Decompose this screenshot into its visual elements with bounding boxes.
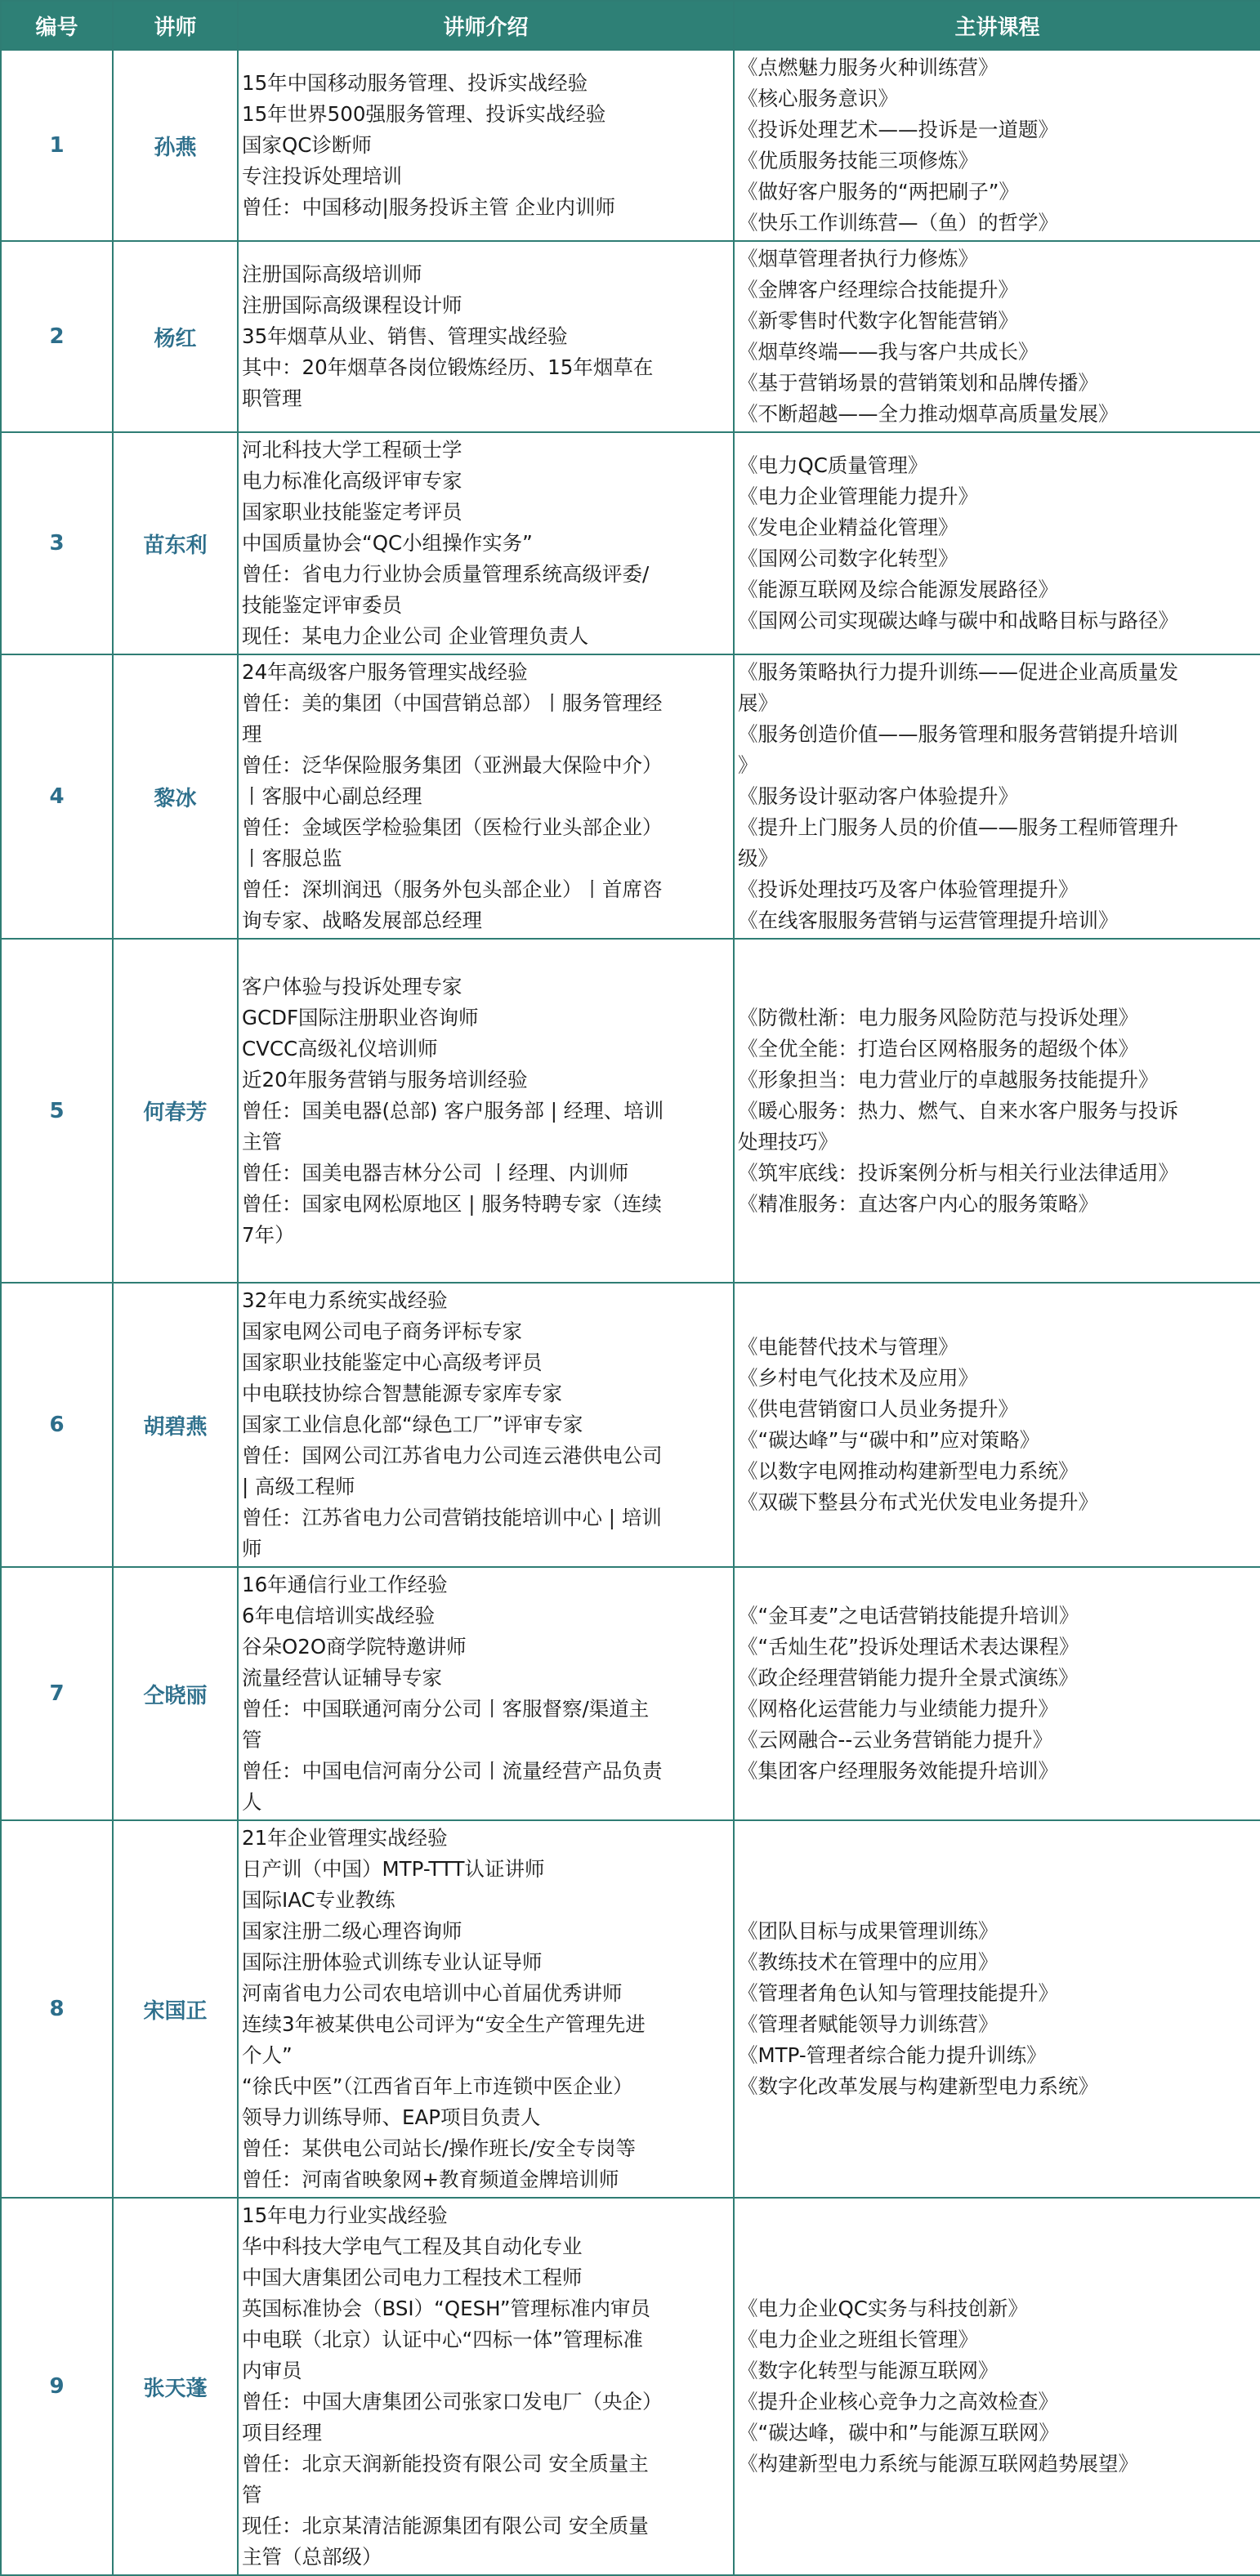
intro-line: 21年企业管理实战经验 bbox=[242, 1826, 448, 1850]
intro-line: 流量经营认证辅导专家 bbox=[242, 1666, 442, 1690]
trainer-name: 何春芳 bbox=[113, 939, 238, 1283]
intro-line: 曾任：泛华保险服务集团（亚洲最大保险中介） bbox=[242, 753, 663, 777]
intro-line: 曾任：中国电信河南分公司丨流量经营产品负责 bbox=[242, 1759, 663, 1783]
intro-line: 曾任：北京天润新能投资有限公司 安全质量主 bbox=[242, 2452, 649, 2476]
intro-line: 领导力训练导师、EAP项目负责人 bbox=[242, 2105, 541, 2129]
intro-line: 中国质量协会“QC小组操作实务” bbox=[242, 531, 533, 555]
course-line: 《在线客服服务营销与运营管理提升培训》 bbox=[738, 909, 1119, 932]
course-line: 《提升上门服务人员的价值——服务工程师管理升 bbox=[738, 815, 1178, 839]
trainer-courses bbox=[734, 1820, 1260, 2198]
intro-line: 近20年服务营销与服务培训经验 bbox=[242, 1067, 528, 1092]
trainer-name: 黎冰 bbox=[113, 654, 238, 939]
intro-line: 中国大唐集团公司电力工程技术工程师 bbox=[242, 2266, 583, 2289]
table-row bbox=[1, 939, 1260, 1283]
intro-line: 7年） bbox=[242, 1222, 295, 1247]
trainer-courses bbox=[734, 432, 1260, 654]
course-line: 《网格化运营能力与业绩能力提升》 bbox=[738, 1697, 1058, 1721]
intro-line: 现任：某电力企业公司 企业管理负责人 bbox=[242, 624, 589, 648]
course-line: 级》 bbox=[738, 846, 778, 870]
trainer-name: 杨红 bbox=[113, 241, 238, 432]
trainer-name: 胡碧燕 bbox=[113, 1283, 238, 1567]
intro-line: 32年电力系统实战经验 bbox=[242, 1288, 448, 1312]
intro-line: 国家职业技能鉴定考评员 bbox=[242, 500, 462, 524]
trainer-id: 6 bbox=[1, 1283, 113, 1567]
trainer-intro bbox=[238, 939, 734, 1283]
course-line: 《暖心服务：热力、燃气、自来水客户服务与投诉 bbox=[738, 1098, 1178, 1123]
intro-line: 国际注册体验式训练专业认证导师 bbox=[242, 1950, 543, 1974]
intro-line: 主管（总部级） bbox=[242, 2545, 382, 2569]
trainer-courses bbox=[734, 654, 1260, 939]
course-line: 《集团客户经理服务效能提升培训》 bbox=[738, 1759, 1058, 1783]
intro-line: 曾任：金域医学检验集团（医检行业头部企业） bbox=[242, 815, 663, 839]
trainer-courses bbox=[734, 939, 1260, 1283]
intro-line: 询专家、战略发展部总经理 bbox=[242, 909, 482, 932]
trainer-id: 8 bbox=[1, 1820, 113, 2198]
intro-line: 国家QC诊断师 bbox=[242, 133, 372, 157]
intro-line: 曾任：某供电公司站长/操作班长/安全专岗等 bbox=[242, 2136, 637, 2160]
intro-line: 曾任：省电力行业协会质量管理系统高级评委/ bbox=[242, 562, 650, 586]
course-line: 《电力QC质量管理》 bbox=[738, 453, 928, 477]
intro-line: 河南省电力公司农电培训中心首届优秀讲师 bbox=[242, 1981, 623, 2005]
trainer-id: 2 bbox=[1, 241, 113, 432]
course-line: 《国网公司数字化转型》 bbox=[738, 547, 958, 570]
intro-line: 6年电信培训实战经验 bbox=[242, 1604, 436, 1627]
course-line: 《“碳达峰”与“碳中和”应对策略》 bbox=[738, 1428, 1040, 1452]
intro-line: 管 bbox=[242, 1728, 262, 1752]
course-line: 《优质服务技能三项修炼》 bbox=[738, 149, 978, 172]
course-line: 《不断超越——全力推动烟草高质量发展》 bbox=[738, 402, 1119, 426]
intro-line: 日产训（中国）MTP-TTT认证讲师 bbox=[242, 1857, 545, 1881]
trainer-intro bbox=[238, 2198, 734, 2575]
trainer-intro bbox=[238, 50, 734, 241]
intro-line: 河北科技大学工程硕士学 bbox=[242, 438, 462, 462]
intro-line: 曾任：国家电网松原地区 | 服务特聘专家（连续 bbox=[242, 1191, 662, 1216]
intro-line: “徐氏中医”（江西省百年上市连锁中医企业） bbox=[242, 2074, 633, 2098]
course-line: 《服务创造价值——服务管理和服务营销提升培训 bbox=[738, 722, 1178, 746]
intro-line: 国家电网公司电子商务评标专家 bbox=[242, 1319, 522, 1343]
intro-line: 项目经理 bbox=[242, 2421, 322, 2444]
course-line: 《发电企业精益化管理》 bbox=[738, 516, 958, 539]
course-line: 《“金耳麦”之电话营销技能提升培训》 bbox=[738, 1604, 1079, 1627]
course-line: 《数字化转型与能源互联网》 bbox=[738, 2359, 999, 2382]
course-line: 《防微杜渐：电力服务风险防范与投诉处理》 bbox=[738, 1005, 1138, 1029]
course-line: 《电能替代技术与管理》 bbox=[738, 1335, 958, 1359]
course-line: 《核心服务意识》 bbox=[738, 87, 898, 110]
course-line: 《团队目标与成果管理训练》 bbox=[738, 1919, 999, 1943]
course-line: 处理技巧》 bbox=[738, 1129, 838, 1154]
course-line: 《投诉处理技巧及客户体验管理提升》 bbox=[738, 877, 1079, 901]
intro-line: 国际IAC专业教练 bbox=[242, 1888, 395, 1912]
trainer-intro bbox=[238, 654, 734, 939]
intro-line: GCDF国际注册职业咨询师 bbox=[242, 1005, 479, 1029]
intro-line: 个人” bbox=[242, 2043, 293, 2067]
intro-line: 曾任：国美电器(总部) 客户服务部 | 经理、培训 bbox=[242, 1098, 664, 1123]
intro-line: 曾任：中国移动|服务投诉主管 企业内训师 bbox=[242, 195, 616, 219]
intro-line: 注册国际高级课程设计师 bbox=[242, 293, 462, 317]
trainer-id: 3 bbox=[1, 432, 113, 654]
course-line: 《教练技术在管理中的应用》 bbox=[738, 1950, 999, 1974]
course-line: 《电力企业QC实务与科技创新》 bbox=[738, 2297, 1028, 2320]
course-line: 《服务设计驱动客户体验提升》 bbox=[738, 784, 1018, 808]
course-line: 《烟草管理者执行力修炼》 bbox=[738, 247, 978, 270]
course-line: 《政企经理营销能力提升全景式演练》 bbox=[738, 1666, 1079, 1690]
intro-line: 主管 bbox=[242, 1129, 282, 1154]
course-line: 《国网公司实现碳达峰与碳中和战略目标与路径》 bbox=[738, 609, 1178, 632]
intro-line: | 高级工程师 bbox=[242, 1475, 355, 1498]
course-line: 《提升企业核心竞争力之高效检查》 bbox=[738, 2390, 1058, 2413]
trainer-name: 孙燕 bbox=[113, 50, 238, 241]
intro-line: 英国标准协会（BSI）“QESH”管理标准内审员 bbox=[242, 2297, 651, 2320]
course-line: 展》 bbox=[738, 691, 778, 715]
header-courses: 主讲课程 bbox=[734, 1, 1260, 50]
course-line: 《构建新型电力系统与能源互联网趋势展望》 bbox=[738, 2452, 1138, 2476]
trainer-name: 苗东利 bbox=[113, 432, 238, 654]
intro-line: 丨客服中心副总经理 bbox=[242, 784, 422, 808]
intro-line: 丨客服总监 bbox=[242, 846, 342, 870]
course-line: 《管理者赋能领导力训练营》 bbox=[738, 2012, 999, 2036]
intro-line: 曾任：国网公司江苏省电力公司连云港供电公司 bbox=[242, 1444, 663, 1467]
course-line: 《快乐工作训练营—（鱼）的哲学》 bbox=[738, 211, 1058, 234]
course-line: 《精准服务：直达客户内心的服务策略》 bbox=[738, 1191, 1098, 1216]
trainer-name: 宋国正 bbox=[113, 1820, 238, 2198]
course-line: 《管理者角色认知与管理技能提升》 bbox=[738, 1981, 1058, 2005]
course-line: 《能源互联网及综合能源发展路径》 bbox=[738, 578, 1058, 601]
intro-line: 国家职业技能鉴定中心高级考评员 bbox=[242, 1351, 543, 1374]
intro-line: 管 bbox=[242, 2483, 262, 2507]
trainer-courses bbox=[734, 1283, 1260, 1567]
course-line: 《MTP-管理者综合能力提升训练》 bbox=[738, 2043, 1047, 2067]
intro-line: 曾任：国美电器吉林分公司 丨经理、内训师 bbox=[242, 1160, 629, 1185]
intro-line: 师 bbox=[242, 1537, 262, 1560]
trainer-courses bbox=[734, 2198, 1260, 2575]
course-line: 《供电营销窗口人员业务提升》 bbox=[738, 1397, 1018, 1421]
intro-line: 电力标准化高级评审专家 bbox=[242, 469, 462, 493]
course-line: 《以数字电网推动构建新型电力系统》 bbox=[738, 1459, 1079, 1483]
intro-line: 连续3年被某供电公司评为“安全生产管理先进 bbox=[242, 2012, 646, 2036]
intro-line: 曾任：深圳润迅（服务外包头部企业）丨首席咨 bbox=[242, 877, 663, 901]
trainer-id: 5 bbox=[1, 939, 113, 1283]
table-row bbox=[1, 50, 1260, 241]
trainer-id: 4 bbox=[1, 654, 113, 939]
table-row bbox=[1, 1283, 1260, 1567]
table-row bbox=[1, 2198, 1260, 2575]
table-row bbox=[1, 432, 1260, 654]
course-line: 《基于营销场景的营销策划和品牌传播》 bbox=[738, 371, 1098, 395]
trainer-courses bbox=[734, 50, 1260, 241]
intro-line: 人 bbox=[242, 1790, 262, 1814]
intro-line: 理 bbox=[242, 722, 262, 746]
intro-line: 曾任：江苏省电力公司营销技能培训中心 | 培训 bbox=[242, 1506, 662, 1529]
course-line: 《点燃魅力服务火种训练营》 bbox=[738, 56, 999, 79]
trainer-intro bbox=[238, 432, 734, 654]
header-row bbox=[1, 1, 1260, 50]
intro-line: 曾任：中国大唐集团公司张家口发电厂（央企） bbox=[242, 2390, 663, 2413]
intro-line: 谷朵O2O商学院特邀讲师 bbox=[242, 1635, 467, 1659]
intro-line: 客户体验与投诉处理专家 bbox=[242, 974, 462, 998]
intro-line: 国家注册二级心理咨询师 bbox=[242, 1919, 462, 1943]
intro-line: 华中科技大学电气工程及其自动化专业 bbox=[242, 2234, 583, 2258]
table-row bbox=[1, 1820, 1260, 2198]
intro-line: 15年世界500强服务管理、投诉实战经验 bbox=[242, 102, 606, 126]
intro-line: 中电联（北京）认证中心“四标一体”管理标准 bbox=[242, 2328, 643, 2351]
intro-line: 曾任：中国联通河南分公司丨客服督察/渠道主 bbox=[242, 1697, 650, 1721]
trainer-intro bbox=[238, 241, 734, 432]
course-line: 《数字化改革发展与构建新型电力系统》 bbox=[738, 2074, 1098, 2098]
intro-line: 15年中国移动服务管理、投诉实战经验 bbox=[242, 71, 588, 95]
header-teacher: 讲师 bbox=[113, 1, 238, 50]
course-line: 《“舌灿生花”投诉处理话术表达课程》 bbox=[738, 1635, 1079, 1659]
course-line: 《投诉处理艺术——投诉是一道题》 bbox=[738, 118, 1058, 141]
course-line: 《金牌客户经理综合技能提升》 bbox=[738, 278, 1018, 301]
trainer-id: 9 bbox=[1, 2198, 113, 2575]
intro-line: 24年高级客户服务管理实战经验 bbox=[242, 660, 528, 684]
table-row bbox=[1, 654, 1260, 939]
course-line: 《做好客户服务的“两把刷子”》 bbox=[738, 180, 1019, 203]
course-line: 《服务策略执行力提升训练——促进企业高质量发 bbox=[738, 660, 1178, 684]
course-line: 《烟草终端——我与客户共成长》 bbox=[738, 340, 1039, 364]
intro-line: 16年通信行业工作经验 bbox=[242, 1573, 448, 1596]
intro-line: 现任：北京某清洁能源集团有限公司 安全质量 bbox=[242, 2514, 649, 2538]
course-line: 《双碳下整县分布式光伏发电业务提升》 bbox=[738, 1490, 1098, 1514]
course-line: 《新零售时代数字化智能营销》 bbox=[738, 309, 1018, 333]
course-line: 《云网融合--云业务营销能力提升》 bbox=[738, 1728, 1053, 1752]
trainer-intro bbox=[238, 1567, 734, 1820]
trainer-intro bbox=[238, 1283, 734, 1567]
intro-line: 内审员 bbox=[242, 2359, 302, 2382]
trainer-courses bbox=[734, 1567, 1260, 1820]
header-id: 编号 bbox=[1, 1, 113, 50]
intro-line: 曾任：美的集团（中国营销总部）丨服务管理经 bbox=[242, 691, 663, 715]
course-line: 《形象担当：电力营业厅的卓越服务技能提升》 bbox=[738, 1067, 1159, 1092]
intro-line: 职管理 bbox=[242, 386, 302, 410]
trainer-id: 1 bbox=[1, 50, 113, 241]
intro-line: 中电联技协综合智慧能源专家库专家 bbox=[242, 1382, 562, 1405]
table-row bbox=[1, 1567, 1260, 1820]
intro-line: 国家工业信息化部“绿色工厂”评审专家 bbox=[242, 1413, 583, 1436]
course-line: 《乡村电气化技术及应用》 bbox=[738, 1366, 978, 1390]
intro-line: 曾任：河南省映象网+教育频道金牌培训师 bbox=[242, 2168, 619, 2191]
trainer-courses bbox=[734, 241, 1260, 432]
course-line: 《全优全能：打造台区网格服务的超级个体》 bbox=[738, 1036, 1138, 1060]
course-line: 《“碳达峰，碳中和”与能源互联网》 bbox=[738, 2421, 1059, 2444]
intro-line: CVCC高级礼仪培训师 bbox=[242, 1036, 438, 1060]
intro-line: 35年烟草从业、销售、管理实战经验 bbox=[242, 324, 568, 348]
intro-line: 技能鉴定评审委员 bbox=[242, 593, 402, 617]
trainer-intro bbox=[238, 1820, 734, 2198]
course-line: 《筑牢底线：投诉案例分析与相关行业法律适用》 bbox=[738, 1160, 1178, 1185]
course-line: 《电力企业之班组长管理》 bbox=[738, 2328, 978, 2351]
intro-line: 其中：20年烟草各岗位锻炼经历、15年烟草在 bbox=[242, 355, 654, 379]
intro-line: 注册国际高级培训师 bbox=[242, 262, 422, 286]
intro-line: 15年电力行业实战经验 bbox=[242, 2203, 448, 2227]
header-intro: 讲师介绍 bbox=[238, 1, 734, 50]
trainer-id: 7 bbox=[1, 1567, 113, 1820]
trainer-name: 张天蓬 bbox=[113, 2198, 238, 2575]
intro-line: 专注投诉处理培训 bbox=[242, 164, 402, 188]
course-line: 《电力企业管理能力提升》 bbox=[738, 484, 978, 508]
trainer-name: 仝晓丽 bbox=[113, 1567, 238, 1820]
table-row bbox=[1, 241, 1260, 432]
course-line: 》 bbox=[738, 753, 758, 777]
